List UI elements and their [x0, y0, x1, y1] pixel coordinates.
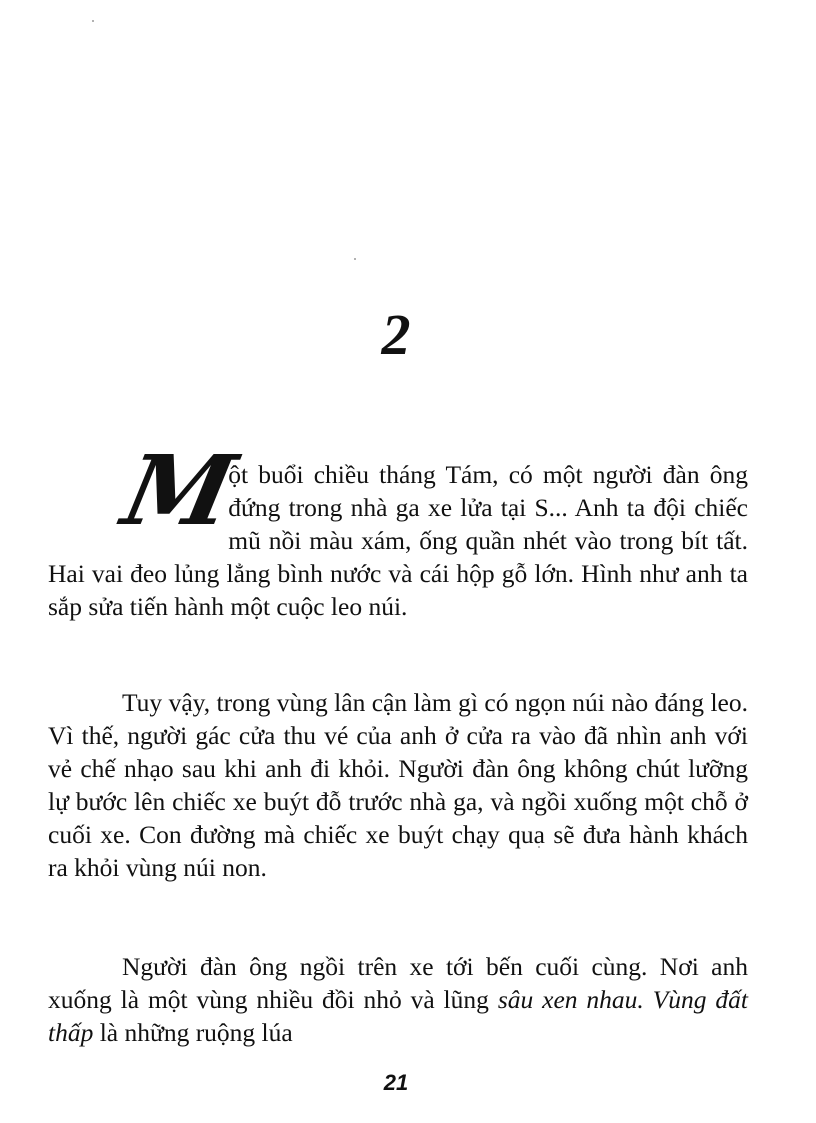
paragraph-2 — [48, 686, 748, 884]
paragraph-3 — [48, 950, 748, 1049]
page-number: 21 — [383, 1070, 409, 1095]
paragraph-3-italic: sâu xen nhau. Vùng đất thấp — [48, 985, 748, 1047]
paragraph-1-body: ột buổi chiều tháng Tám, có một người đàn ông đứng trong nhà ga xe lửa tại S... Anh ta đội chiếc mũ nồi màu xám, ống quần nhét vào trong bít tất. Hai vai đeo lủng lẳng bình nước và cái hộp gỗ lớn. Hình như anh ta sắp sửa tiến hành một cuộc leo núi. — [48, 460, 748, 621]
chapter-number: 2 — [381, 302, 411, 367]
paragraph-3-body: Người đàn ông ngồi trên xe tới bến cuối cùng. Nơi anh xuống là một vùng nhiều đồi nhỏ và lũng — [48, 952, 748, 1014]
drop-cap: M — [114, 434, 239, 547]
paragraph-3-text — [48, 950, 748, 1049]
paragraph-3-tail: là những ruộng lúa — [93, 1018, 293, 1047]
paragraph-1-text — [48, 434, 748, 623]
paragraph-1 — [48, 434, 748, 623]
paragraph-2-text: Tuy vậy, trong vùng lân cận làm gì có ngọn núi nào đáng leo. Vì thế, người gác cửa thu vé của anh ở cửa ra vào đã nhìn anh với vẻ chế nhạo sau khi anh đi khỏi. Người đàn ông không chút lưỡng lự bước lên chiếc xe buýt đỗ trước nhà ga, và ngồi xuống một chỗ ở cuối xe. Con đường mà chiếc xe buýt chạy qua sẽ đưa hành khách ra khỏi vùng núi non. — [48, 688, 748, 882]
scan-speck — [354, 258, 356, 260]
scan-speck — [92, 20, 94, 22]
